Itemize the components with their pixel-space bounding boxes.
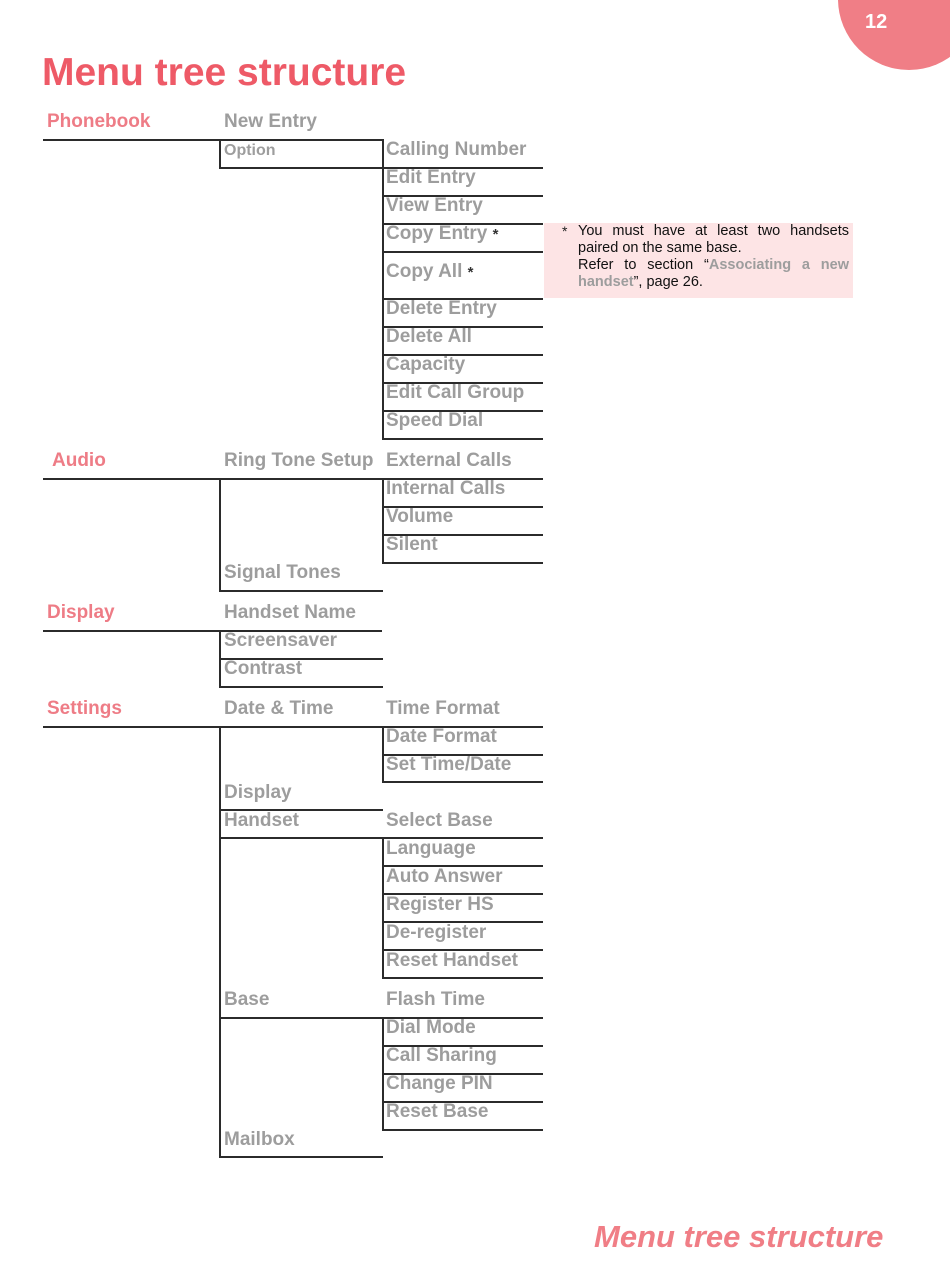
divider (382, 1129, 543, 1131)
divider (219, 167, 383, 169)
menu-item: Handset Name (224, 602, 356, 623)
divider (382, 562, 543, 564)
menu-item: Dial Mode (386, 1017, 476, 1038)
menu-item: De-register (386, 922, 487, 943)
menu-item: Change PIN (386, 1073, 493, 1094)
menu-item (386, 223, 498, 245)
footnote-link[interactable]: Associating a new handset (578, 257, 849, 290)
audio-signal-tones: Signal Tones (224, 562, 341, 583)
menu-item (386, 261, 473, 283)
menu-item: Time Format (386, 698, 500, 719)
menu-item: Flash Time (386, 989, 485, 1010)
menu-item: Screensaver (224, 630, 338, 651)
divider (382, 977, 543, 979)
settings-display: Display (224, 782, 292, 803)
copy-entry-label: Copy Entry (386, 223, 488, 244)
menu-item: Edit Call Group (386, 382, 525, 403)
menu-item: Delete All (386, 326, 472, 347)
menu-item: Call Sharing (386, 1045, 497, 1066)
copy-all-label: Copy All (386, 261, 463, 282)
menu-item: Register HS (386, 894, 494, 915)
divider (43, 139, 382, 141)
menu-item: Internal Calls (386, 478, 506, 499)
settings-date-time: Date & Time (224, 698, 334, 719)
menu-item: Speed Dial (386, 410, 484, 431)
footnote-line2-post: ”, page 26. (633, 274, 703, 290)
footnote-text (578, 223, 849, 291)
page-title: Menu tree structure (42, 51, 407, 94)
settings-label: Settings (47, 698, 122, 719)
divider (219, 837, 543, 839)
settings-base: Base (224, 989, 270, 1010)
divider (219, 726, 221, 1157)
divider (382, 837, 384, 977)
audio-label: Audio (52, 450, 106, 471)
phonebook-new-entry: New Entry (224, 111, 317, 132)
divider (219, 686, 383, 688)
divider (382, 139, 384, 439)
menu-item: Date Format (386, 726, 497, 747)
menu-item: Silent (386, 534, 438, 555)
divider (382, 251, 543, 253)
asterisk-mark: * (492, 226, 499, 243)
menu-item: Reset Handset (386, 950, 518, 971)
footnote-line2-pre: Refer to section “ (578, 257, 709, 273)
audio-ring-tone-setup: Ring Tone Setup (224, 450, 374, 471)
divider (382, 438, 543, 440)
menu-item: Set Time/Date (386, 754, 512, 775)
divider (382, 781, 543, 783)
settings-handset: Handset (224, 810, 299, 831)
menu-item: Delete Entry (386, 298, 497, 319)
menu-item: Contrast (224, 658, 303, 679)
display-label: Display (47, 602, 115, 623)
menu-item: View Entry (386, 195, 483, 216)
footnote-line1: You must have at least two handsets paired on the same base. (578, 223, 849, 256)
phonebook-option: Option (224, 142, 276, 159)
menu-item: Calling Number (386, 139, 527, 160)
divider (219, 1156, 383, 1158)
settings-mailbox: Mailbox (224, 1129, 295, 1150)
menu-item: Volume (386, 506, 454, 527)
asterisk-mark: * (467, 264, 474, 281)
menu-item: Edit Entry (386, 167, 476, 188)
page-number-badge (838, 0, 950, 70)
menu-item: Auto Answer (386, 866, 503, 887)
footnote-asterisk: * (562, 223, 568, 239)
menu-item: External Calls (386, 450, 512, 471)
footnote-box (544, 223, 853, 298)
divider (382, 478, 384, 563)
phonebook-label: Phonebook (47, 111, 151, 132)
menu-item: Capacity (386, 354, 466, 375)
page-number: 12 (865, 11, 888, 33)
footer-title: Menu tree structure (594, 1219, 884, 1254)
divider (219, 478, 221, 591)
divider (219, 590, 383, 592)
divider (219, 1017, 543, 1019)
menu-item: Language (386, 838, 476, 859)
divider (219, 139, 221, 168)
menu-item: Select Base (386, 810, 493, 831)
menu-item: Reset Base (386, 1101, 489, 1122)
